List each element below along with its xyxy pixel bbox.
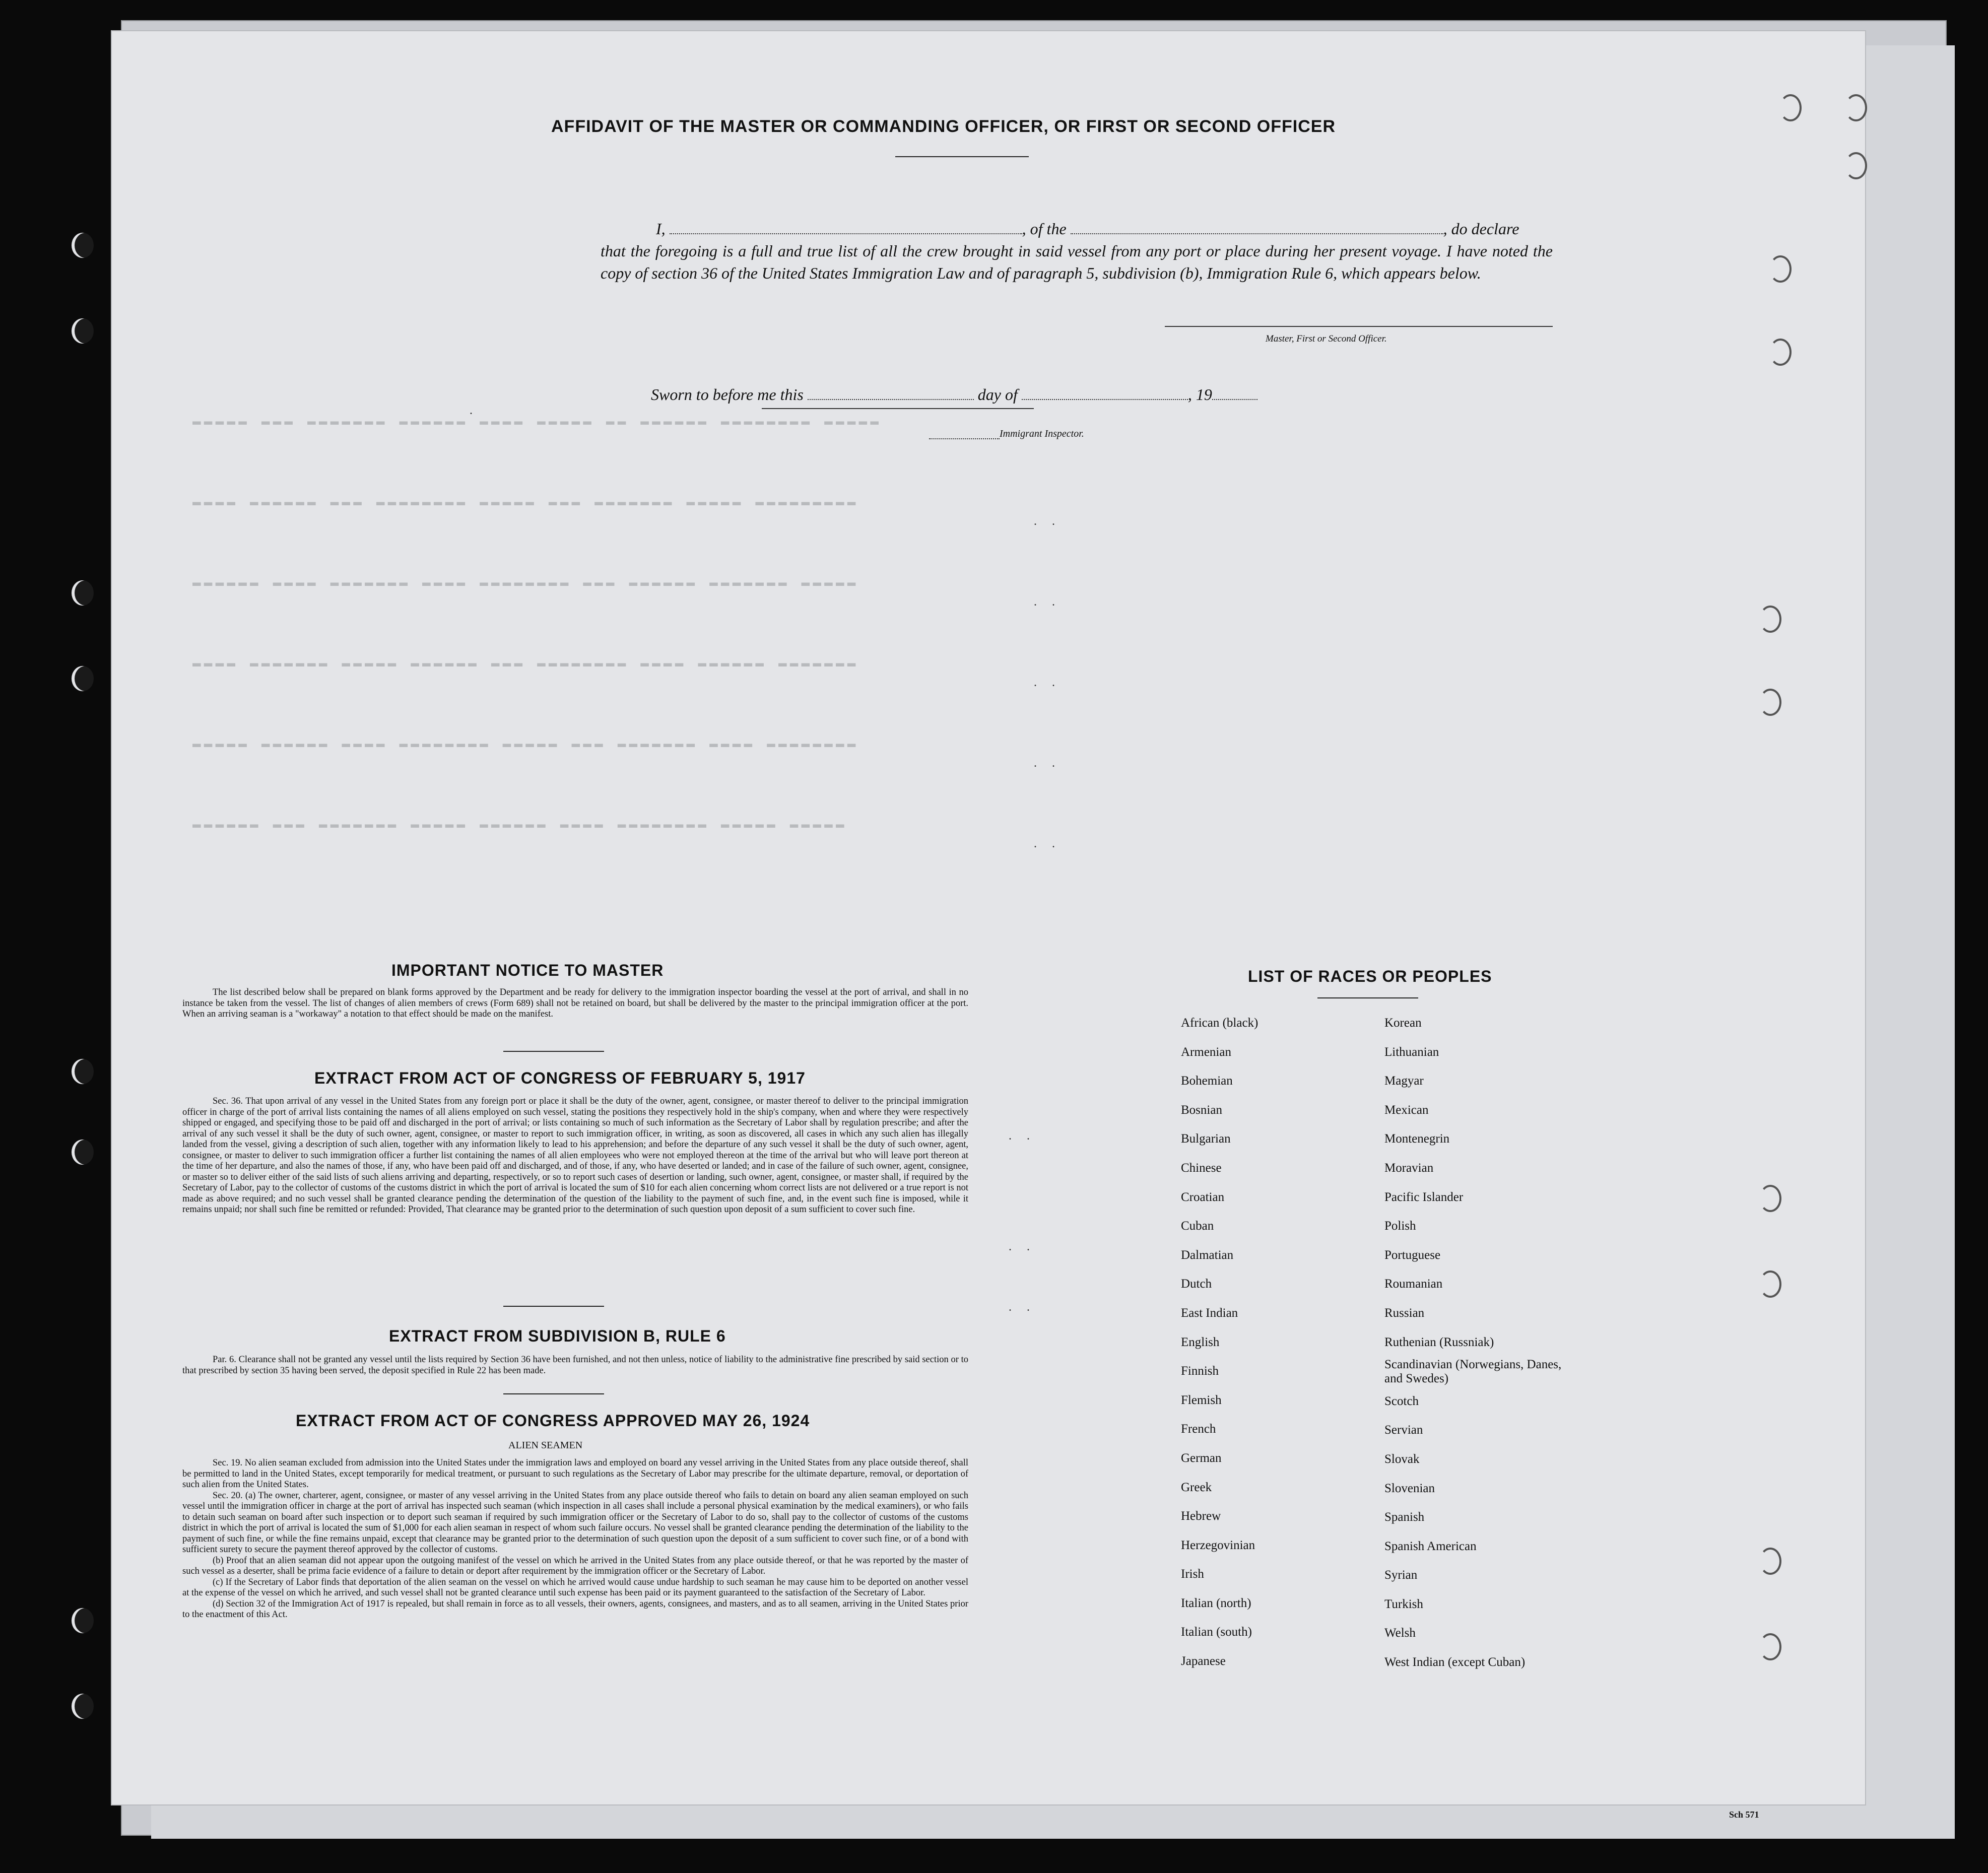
- extract-1924-body: [182, 1458, 968, 1621]
- races-right-column: [1384, 1009, 1566, 1677]
- extract-rule6-title: EXTRACT FROM SUBDIVISION B, RULE 6: [389, 1327, 726, 1345]
- race-item: Russian: [1384, 1306, 1425, 1320]
- punch-hole-icon: [72, 1059, 94, 1084]
- race-item: Finnish: [1181, 1364, 1219, 1378]
- race-item: Croatian: [1181, 1190, 1225, 1204]
- race-item: Italian (north): [1181, 1596, 1251, 1610]
- ring-hole-icon: [1759, 689, 1781, 716]
- form-marks: . .: [1034, 676, 1061, 689]
- race-item: Dalmatian: [1181, 1248, 1234, 1262]
- race-item: English: [1181, 1335, 1220, 1349]
- race-item: Cuban: [1181, 1219, 1214, 1233]
- show-through-text: ▬▬▬▬▬ ▬▬▬▬▬▬ ▬▬▬▬ ▬▬▬▬▬▬▬▬ ▬▬▬▬▬ ▬▬▬ ▬▬▬▬▬▬▬ ▬▬▬▬ ▬▬▬▬▬▬▬▬: [192, 737, 859, 752]
- inspector-dotted-line: [929, 438, 1000, 439]
- ring-hole-icon: [1759, 606, 1781, 633]
- form-marks: . .: [1009, 1240, 1036, 1253]
- show-through-text: ▬▬▬▬▬▬ ▬▬▬ ▬▬▬▬▬▬▬ ▬▬▬▬▬ ▬▬▬▬▬▬ ▬▬▬▬ ▬▬▬▬▬▬▬▬ ▬▬▬▬▬ ▬▬▬▬▬: [192, 817, 847, 833]
- document-page: [112, 31, 1865, 1820]
- affidavit-of-the: , of the: [1022, 220, 1067, 238]
- punch-hole-icon: [72, 580, 94, 606]
- races-left-column: [1181, 1009, 1258, 1676]
- form-marks: . .: [1009, 1301, 1036, 1314]
- master-signature-label: Master, First or Second Officer.: [1266, 333, 1387, 344]
- sworn-month-field[interactable]: [1022, 384, 1188, 400]
- form-marks: .: [470, 404, 479, 417]
- race-item: Scandinavian (Norwegians, Danes, and Swedes): [1384, 1358, 1562, 1386]
- extract-rule6-text: Par. 6. Clearance shall not be granted any vessel until the lists required by Section 36 have been furnished, and not then unless, notice of liability to the administrative fine prescribed by said section or to that prescribed by section 35 having been served, the deposit specified in Rule 22 has been made.: [182, 1355, 968, 1376]
- races-title: LIST OF RACES OR PEOPLES: [1248, 967, 1492, 985]
- race-item: Slovenian: [1384, 1481, 1435, 1495]
- notice-title: IMPORTANT NOTICE TO MASTER: [391, 961, 664, 979]
- sworn-year: , 19: [1187, 385, 1212, 404]
- extract-1924-paragraph: Sec. 20. (a) The owner, charterer, agent, consignee, or master of any vessel arriving in the United States from any place outside thereof who fails to detain on board any alien seaman employed on such vessel until the immigration officer in charge at the port of arrival has inspected such seaman (which inspection in all cases shall include a personal physical examination by the medical examiners), or who fails to detain such seaman on board after such inspection or to deport such seaman if required by such immigration officer or the Secretary of Labor to do so, shall pay to the collector of customs of the customs district in which the port of arrival is located the sum of $1,000 for each alien seaman in respect of whom such failure occurs. No vessel shall be granted clearance pending the determination of the liability to the payment of such fine, or while the fine remains unpaid, except that clearance may be granted prior to the determination of such question upon the deposit of a sum sufficient to cover such fine, or of a bond with sufficient surety to secure the payment thereof approved by the collector of customs.: [182, 1490, 968, 1555]
- punch-hole-icon: [72, 233, 94, 258]
- inspector-label: Immigrant Inspector.: [1000, 428, 1084, 439]
- affidavit-body: that the foregoing is a full and true list of all the crew brought in said vessel from any port or place during her present voyage. I have noted the copy of section 36 of the United States Immigration Law and of paragraph 5, subdivision (b), Immigration Rule 6, which appears below.: [601, 242, 1553, 282]
- form-marks: . .: [1034, 595, 1061, 609]
- race-item: East Indian: [1181, 1306, 1238, 1320]
- race-item: Flemish: [1181, 1393, 1222, 1407]
- inspector-signature-line[interactable]: [762, 408, 1034, 409]
- race-item: Herzegovinian: [1181, 1538, 1255, 1552]
- sworn-year-field[interactable]: [1212, 384, 1257, 400]
- race-item: Spanish American: [1384, 1539, 1477, 1553]
- extract-1924-paragraph: (b) Proof that an alien seaman did not appear upon the outgoing manifest of the vessel on which he arrived in the United States from any place outside thereof, or that he was reported by the master of such vessel as a deserter, shall be prima facie evidence of a failure to detain or deport after requirement by the immigration officer or the Secretary of Labor.: [182, 1555, 968, 1576]
- ring-hole-icon: [1759, 1185, 1781, 1212]
- master-signature-line[interactable]: [1165, 326, 1553, 327]
- extract-1917-title: EXTRACT FROM ACT OF CONGRESS OF FEBRUARY 5, 1917: [314, 1069, 806, 1087]
- ring-hole-icon: [1759, 1633, 1781, 1660]
- form-marks: . .: [1034, 515, 1061, 528]
- race-item: Korean: [1384, 1016, 1422, 1030]
- punch-hole-icon: [72, 318, 94, 344]
- punch-hole-icon: [72, 1140, 94, 1165]
- show-through-text: ▬▬▬▬▬▬ ▬▬▬▬ ▬▬▬▬▬▬▬ ▬▬▬▬ ▬▬▬▬▬▬▬▬ ▬▬▬ ▬▬▬▬▬▬ ▬▬▬▬▬▬▬ ▬▬▬▬▬: [192, 575, 859, 591]
- race-item: Hebrew: [1181, 1509, 1221, 1523]
- ring-hole-icon: [1769, 255, 1792, 283]
- race-item: Slovak: [1384, 1452, 1420, 1466]
- extract-1917-text: Sec. 36. That upon arrival of any vessel in the United States from any foreign port or place it shall be the duty of the owner, agent, consignee, or master thereof to deliver to the principal immigration officer in charge of the port of arrival lists containing the names of all aliens employed on such vessel, stating the positions they respectively hold in the ship's company, when and where they were respectively shipped or engaged, and specifying those to be paid off and discharged in the port of arrival; or lists containing so much of such information as the Secretary of Labor shall by regulation prescribe; and after the arrival of any such vessel it shall be the duty of such owner, agent, consignee, or master to report to such immigration officer, in writing, as soon as discovered, all cases in which any such alien has illegally landed from the vessel, giving a description of such alien, together with any information likely to lead to his apprehension; and before the departure of any such vessel it shall be the duty of such owner, agent, consignee, or master to deliver to such immigration officer a further list containing the names of all alien employees who were not employed thereon at the time of the arrival but who will leave port thereon at the time of her departure, and also the names of those, if any, who have been paid off and discharged, and of those, if any, who have deserted or landed; and in case of the failure of such owner, agent, consignee, or master so to deliver either of the said lists of such aliens arriving and departing, respectively, or so to report such cases of desertion or landing, such owner, agent, consignee, or master shall, if required by the Secretary of Labor, pay to the collector of customs of the customs district in which the port of arrival is located the sum of $10 for each alien concerning whom correct lists are not delivered or a true report is not made as above required; and no such vessel shall be granted clearance pending the determination of the question of the liability to the payment of such fine, and, in the event such fine is imposed, while it remains unpaid; nor shall such fine be remitted or refunded: Provided, That clearance may be granted prior to the determination of such question upon deposit of a sum sufficient to cover such fine.: [182, 1096, 968, 1215]
- form-number: Sch 571: [1729, 1810, 1759, 1820]
- sworn-prefix: Sworn to before me this: [651, 385, 804, 404]
- ring-hole-icon: [1845, 94, 1867, 121]
- divider: [1317, 997, 1418, 998]
- extract-1924-title: EXTRACT FROM ACT OF CONGRESS APPROVED MAY 26, 1924: [296, 1412, 810, 1430]
- extract-1924-paragraph: Sec. 19. No alien seaman excluded from admission into the United States under the immigration laws and employed on board any vessel arriving in the United States from any place outside thereof, shall be permitted to land in the United States, except temporarily for medical treatment, or pursuant to such regulations as the Secretary of Labor may prescribe for the ultimate departure, removal, or deportation of such alien from the United States.: [182, 1458, 968, 1490]
- race-item: Montenegrin: [1384, 1132, 1450, 1146]
- extract-1924-paragraph: (d) Section 32 of the Immigration Act of 1917 is repealed, but shall remain in force as to all vessels, their owners, agents, consignees, and masters, and as to all seamen, arriving in the United States prior to the enactment of this Act.: [182, 1598, 968, 1620]
- race-item: Portuguese: [1384, 1248, 1441, 1262]
- divider: [895, 156, 1029, 157]
- sworn-line: [651, 384, 1257, 404]
- race-item: Japanese: [1181, 1654, 1226, 1668]
- ring-hole-icon: [1759, 1548, 1781, 1575]
- extract-1924-subtitle: ALIEN SEAMEN: [508, 1440, 583, 1451]
- race-item: Chinese: [1181, 1161, 1222, 1175]
- race-item: Pacific Islander: [1384, 1190, 1464, 1204]
- race-item: Dutch: [1181, 1277, 1212, 1291]
- ring-hole-icon: [1845, 152, 1867, 179]
- race-item: Greek: [1181, 1480, 1212, 1494]
- race-item: Magyar: [1384, 1074, 1424, 1088]
- divider: [503, 1051, 604, 1052]
- race-item: Welsh: [1384, 1626, 1416, 1640]
- ring-hole-icon: [1779, 94, 1802, 121]
- affidavit-declare: , do declare: [1443, 220, 1519, 238]
- vessel-field[interactable]: [1071, 218, 1443, 234]
- divider: [503, 1306, 604, 1307]
- race-item: West Indian (except Cuban): [1384, 1655, 1526, 1669]
- punch-hole-icon: [72, 1694, 94, 1719]
- affidavit-i: I,: [656, 220, 666, 238]
- form-marks: . .: [1034, 757, 1061, 770]
- race-item: Scotch: [1384, 1394, 1419, 1408]
- race-item: Lithuanian: [1384, 1045, 1439, 1059]
- extract-1924-paragraph: (c) If the Secretary of Labor finds that deportation of the alien seaman on the vessel on which he arrived would cause undue hardship to such seaman he may cause him to be deported on another vessel at the expense of the vessel on which he arrived, and such vessel shall not be granted clearance until such expense has been paid or its payment guaranteed to the satisfaction of the Secretary of Labor.: [182, 1577, 968, 1598]
- show-through-text: ▬▬▬▬ ▬▬▬▬▬▬ ▬▬▬ ▬▬▬▬▬▬▬▬ ▬▬▬▬▬ ▬▬▬ ▬▬▬▬▬▬▬ ▬▬▬▬▬ ▬▬▬▬▬▬▬▬▬: [192, 495, 859, 510]
- sworn-day: day of: [977, 385, 1018, 404]
- race-item: Moravian: [1384, 1161, 1434, 1175]
- punch-hole-icon: [72, 666, 94, 691]
- race-item: Polish: [1384, 1219, 1416, 1233]
- race-item: Armenian: [1181, 1045, 1231, 1059]
- show-through-text: ▬▬▬▬ ▬▬▬▬▬▬▬ ▬▬▬▬▬ ▬▬▬▬▬▬ ▬▬▬ ▬▬▬▬▬▬▬▬ ▬▬▬▬ ▬▬▬▬▬▬ ▬▬▬▬▬▬▬: [192, 656, 859, 672]
- name-field[interactable]: [670, 218, 1022, 234]
- race-item: Bohemian: [1181, 1074, 1233, 1088]
- race-item: Turkish: [1384, 1597, 1423, 1611]
- form-marks: . .: [1034, 837, 1061, 850]
- punch-hole-icon: [72, 1608, 94, 1633]
- divider: [503, 1393, 604, 1394]
- race-item: Irish: [1181, 1567, 1204, 1581]
- ring-hole-icon: [1759, 1270, 1781, 1298]
- affidavit-text: [601, 218, 1553, 284]
- ring-hole-icon: [1769, 339, 1792, 366]
- show-through-text: ▬▬▬▬▬ ▬▬▬ ▬▬▬▬▬▬▬ ▬▬▬▬▬▬ ▬▬▬▬ ▬▬▬▬▬ ▬▬ ▬▬▬▬▬▬ ▬▬▬▬▬▬▬▬ ▬▬▬▬▬: [192, 414, 882, 430]
- race-item: Mexican: [1384, 1103, 1429, 1117]
- affidavit-title: AFFIDAVIT OF THE MASTER OR COMMANDING OFFICER, OR FIRST OR SECOND OFFICER: [551, 117, 1336, 136]
- race-item: African (black): [1181, 1016, 1258, 1030]
- race-item: German: [1181, 1451, 1222, 1465]
- race-item: Servian: [1384, 1423, 1423, 1437]
- race-item: Syrian: [1384, 1568, 1418, 1582]
- race-item: Ruthenian (Russniak): [1384, 1335, 1494, 1349]
- sworn-date-field[interactable]: [808, 384, 974, 400]
- race-item: Bulgarian: [1181, 1132, 1231, 1146]
- race-item: French: [1181, 1422, 1216, 1436]
- race-item: Italian (south): [1181, 1625, 1252, 1639]
- race-item: Bosnian: [1181, 1103, 1222, 1117]
- form-marks: . .: [1009, 1129, 1036, 1143]
- race-item: Spanish: [1384, 1510, 1425, 1524]
- race-item: Roumanian: [1384, 1277, 1443, 1291]
- notice-text: The list described below shall be prepared on blank forms approved by the Department and be ready for delivery to the immigration inspector boarding the vessel at the port of arrival, and shall in no instance be taken from the vessel. The list of changes of alien members of crews (Form 689) shall not be retained on board, but shall be delivered by the master to the principal immigration officer at the port. When an arriving seaman is a "workaway" a notation to that effect should be made on the manifest.: [182, 987, 968, 1019]
